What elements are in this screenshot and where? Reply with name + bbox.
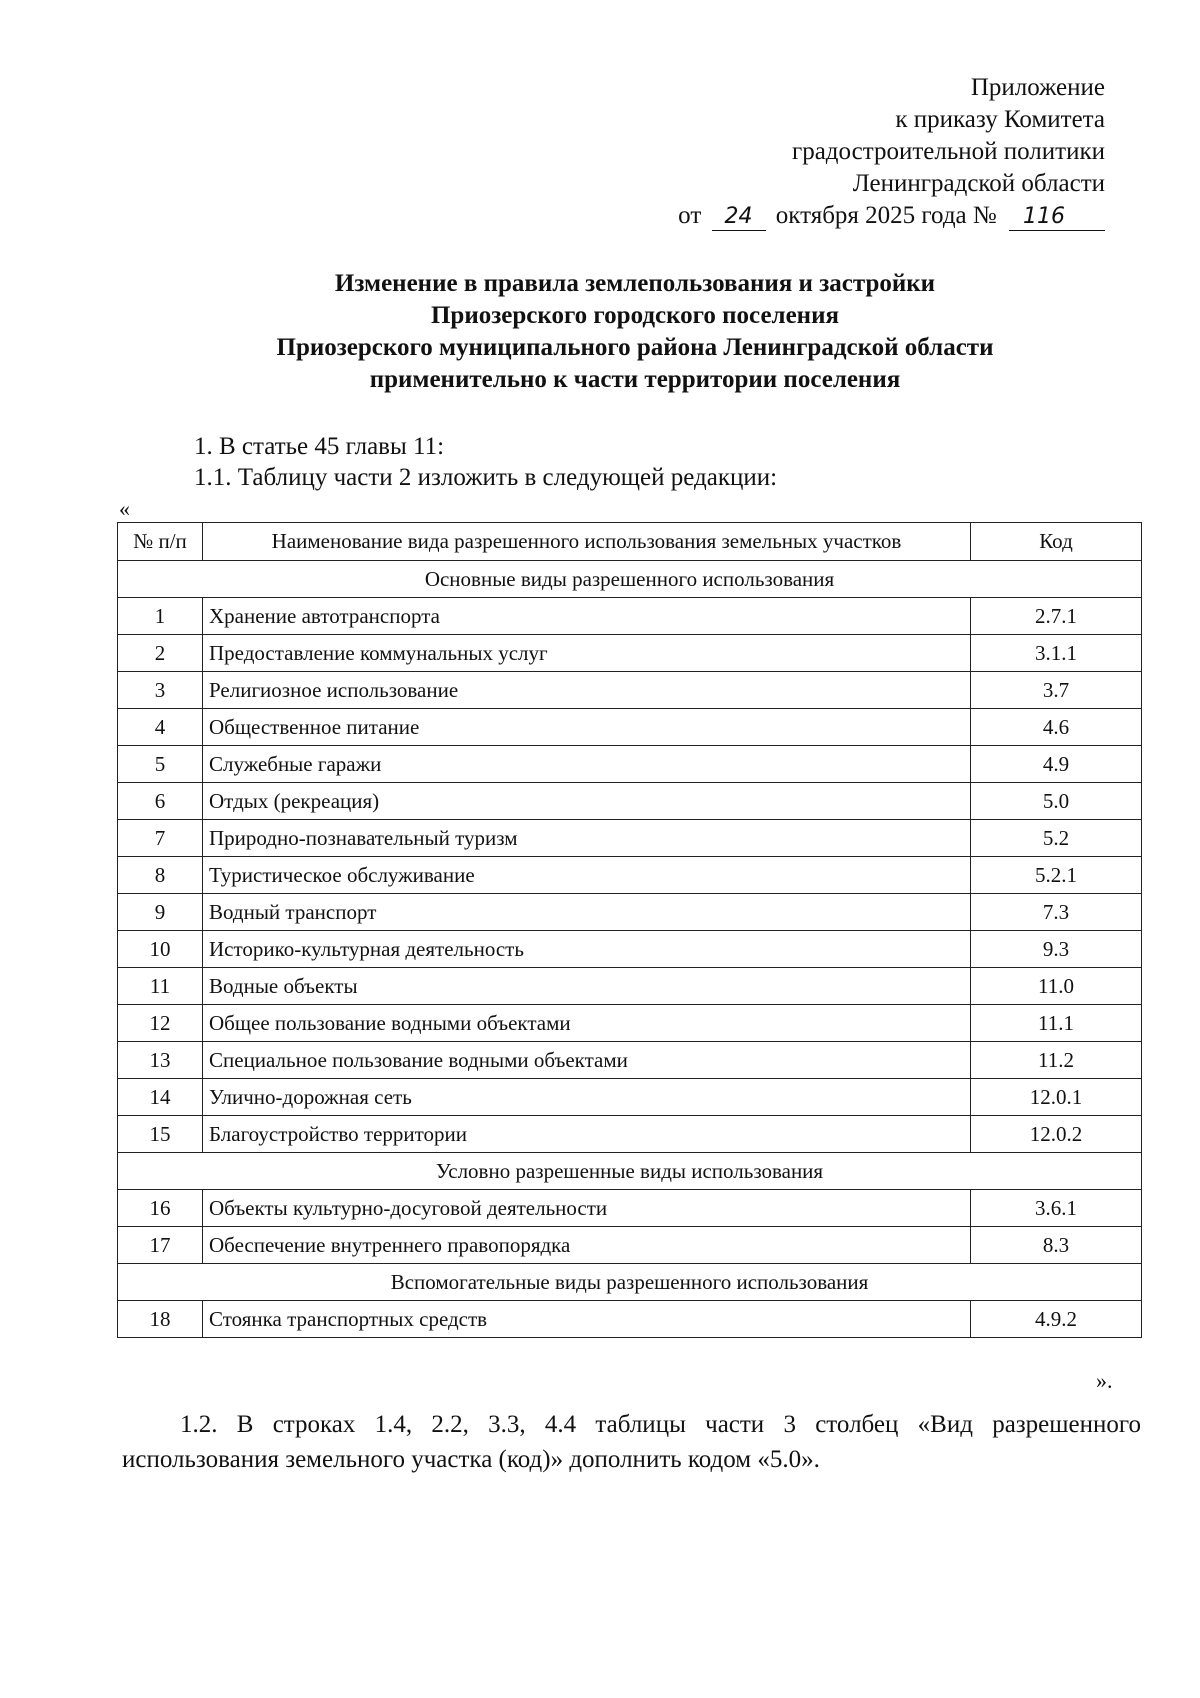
row-code: 11.1: [971, 1005, 1142, 1042]
row-code: 5.2.1: [971, 857, 1142, 894]
row-num: 1: [118, 598, 203, 635]
header-num: № п/п: [118, 523, 203, 561]
row-name: Предоставление коммунальных услуг: [203, 635, 971, 672]
title-line-3: Приозерского муниципального района Ленинградской области: [276, 334, 994, 361]
row-code: 4.6: [971, 709, 1142, 746]
table-row: [118, 1079, 1142, 1116]
row-num: 15: [118, 1116, 203, 1153]
table-row: [118, 857, 1142, 894]
section-row-main: [118, 561, 1142, 598]
section-row-conditional: [118, 1153, 1142, 1190]
row-code: 8.3: [971, 1227, 1142, 1264]
row-name: Объекты культурно-досуговой деятельности: [203, 1190, 971, 1227]
table-row: [118, 1042, 1142, 1079]
item-1: 1. В статье 45 главы 11:: [194, 433, 445, 460]
row-name: Водные объекты: [203, 968, 971, 1005]
row-name: Улично-дорожная сеть: [203, 1079, 971, 1116]
row-num: 11: [118, 968, 203, 1005]
row-name: Служебные гаражи: [203, 746, 971, 783]
row-code: 4.9: [971, 746, 1142, 783]
row-name: Религиозное использование: [203, 672, 971, 709]
row-code: 9.3: [971, 931, 1142, 968]
row-code: 4.9.2: [971, 1301, 1142, 1338]
appendix-date-line: [678, 200, 1105, 232]
row-num: 13: [118, 1042, 203, 1079]
table-row: [118, 709, 1142, 746]
row-name: Общее пользование водными объектами: [203, 1005, 971, 1042]
document-title: [130, 268, 1140, 396]
row-name: Водный транспорт: [203, 894, 971, 931]
row-num: 4: [118, 709, 203, 746]
appendix-committee: градостроительной политики: [791, 138, 1105, 165]
item-1-1: 1.1. Таблицу части 2 изложить в следующей редакции:: [194, 464, 778, 491]
row-num: 12: [118, 1005, 203, 1042]
appendix-order-ref: к приказу Комитета: [895, 106, 1105, 133]
row-code: 5.2: [971, 820, 1142, 857]
row-name: Туристическое обслуживание: [203, 857, 971, 894]
handwritten-order-number: 116: [1009, 204, 1105, 231]
row-num: 18: [118, 1301, 203, 1338]
row-num: 9: [118, 894, 203, 931]
header-name: Наименование вида разрешенного использования земельных участков: [203, 523, 971, 561]
row-num: 6: [118, 783, 203, 820]
row-name: Специальное пользование водными объектами: [203, 1042, 971, 1079]
row-code: 2.7.1: [971, 598, 1142, 635]
row-num: 5: [118, 746, 203, 783]
row-name: Природно-познавательный туризм: [203, 820, 971, 857]
appendix-header: [678, 72, 1105, 232]
table-row: [118, 746, 1142, 783]
title-line-2: Приозерского городского поселения: [430, 302, 840, 329]
row-num: 10: [118, 931, 203, 968]
appendix-region: Ленинградской области: [852, 170, 1105, 197]
row-code: 7.3: [971, 894, 1142, 931]
row-num: 14: [118, 1079, 203, 1116]
land-use-table: [117, 522, 1142, 1338]
title-line-4: применительно к части территории поселения: [369, 366, 901, 393]
row-name: Стоянка транспортных средств: [203, 1301, 971, 1338]
title-line-1: Изменение в правила землепользования и застройки: [334, 270, 936, 297]
date-prefix: от: [678, 202, 702, 229]
header-code: Код: [971, 523, 1142, 561]
row-name: Обеспечение внутреннего правопорядка: [203, 1227, 971, 1264]
row-name: Историко-культурная деятельность: [203, 931, 971, 968]
row-name: Отдых (рекреация): [203, 783, 971, 820]
row-code: 3.7: [971, 672, 1142, 709]
row-num: 3: [118, 672, 203, 709]
quote-close: ».: [1096, 1368, 1113, 1393]
row-code: 3.1.1: [971, 635, 1142, 672]
row-num: 2: [118, 635, 203, 672]
row-name: Хранение автотранспорта: [203, 598, 971, 635]
row-name: Благоустройство территории: [203, 1116, 971, 1153]
appendix-label: Приложение: [970, 74, 1105, 101]
quote-open: «: [119, 496, 130, 521]
item-1-2: 1.2. В строках 1.4, 2.2, 3.3, 4.4 таблицы части 3 столбец «Вид разрешенного использования земельного участка (код)» дополнить кодом «5.0».: [122, 1411, 1141, 1473]
table-row: [118, 1227, 1142, 1264]
table-row: [118, 1005, 1142, 1042]
date-middle: октября 2025 года №: [775, 202, 997, 229]
table-row: [118, 931, 1142, 968]
row-num: 17: [118, 1227, 203, 1264]
row-num: 16: [118, 1190, 203, 1227]
table-body: [118, 561, 1142, 1338]
row-code: 11.2: [971, 1042, 1142, 1079]
handwritten-day: 24: [712, 204, 766, 231]
section-main-label: Основные виды разрешенного использования: [118, 561, 1142, 598]
table-header-row: [118, 523, 1142, 561]
section-conditional-label: Условно разрешенные виды использования: [118, 1153, 1142, 1190]
row-code: 12.0.1: [971, 1079, 1142, 1116]
row-num: 7: [118, 820, 203, 857]
table-row: [118, 894, 1142, 931]
table-row: [118, 1190, 1142, 1227]
table-row: [118, 672, 1142, 709]
row-code: 11.0: [971, 968, 1142, 1005]
table-row: [118, 635, 1142, 672]
row-code: 3.6.1: [971, 1190, 1142, 1227]
row-name: Общественное питание: [203, 709, 971, 746]
table-row: [118, 1116, 1142, 1153]
table-row: [118, 598, 1142, 635]
table-row: [118, 820, 1142, 857]
row-code: 12.0.2: [971, 1116, 1142, 1153]
row-code: 5.0: [971, 783, 1142, 820]
section-auxiliary-label: Вспомогательные виды разрешенного использования: [118, 1264, 1142, 1301]
table-row: [118, 968, 1142, 1005]
table-row: [118, 783, 1142, 820]
table-row: [118, 1301, 1142, 1338]
row-num: 8: [118, 857, 203, 894]
section-row-auxiliary: [118, 1264, 1142, 1301]
